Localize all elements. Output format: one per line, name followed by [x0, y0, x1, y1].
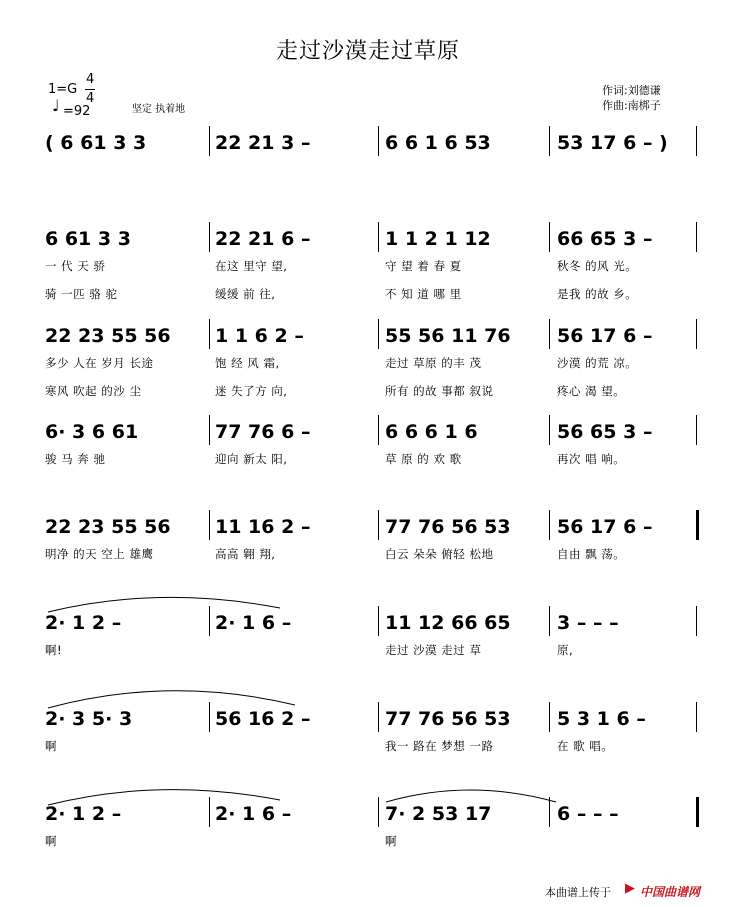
slur-row8-a: [48, 790, 280, 805]
lyric-line-1-row-5-measure-1: 明净 的天 空上 雄鹰: [45, 547, 154, 561]
lyric-line-1-row-6-measure-1: 啊!: [45, 643, 63, 657]
measure-3-3: 55 56 11 76: [385, 325, 511, 347]
measure-7-4: 5 3 1 6 –: [557, 708, 646, 730]
lyric-line-1-row-8-measure-3: 啊: [385, 834, 397, 848]
quarter-note-icon: ♩: [52, 96, 60, 115]
lyric-line-2-row-2-measure-3: 不 知 道 哪 里: [385, 287, 462, 301]
lyric-line-2-row-3-measure-1: 寒风 吹起 的沙 尘: [45, 384, 142, 398]
measure-8-3: 7· 2 53 17: [385, 803, 492, 825]
lyric-line-1-row-2-measure-3: 守 望 着 春 夏: [385, 259, 462, 273]
measure-5-1: 22 23 55 56: [45, 516, 171, 538]
lyric-line-2-row-2-measure-1: 骑 一匹 骆 驼: [45, 287, 118, 301]
lyric-line-1-row-5-measure-2: 高高 翱 翔,: [215, 547, 276, 561]
measure-3-1: 22 23 55 56: [45, 325, 171, 347]
lyric-line-1-row-3-measure-4: 沙漠 的荒 凉。: [557, 356, 638, 370]
lyric-line-2-row-3-measure-3: 所有 的故 事都 叙说: [385, 384, 494, 398]
lyric-line-1-row-6-measure-4: 原,: [557, 643, 574, 657]
site-logo-icon: ▶: [625, 881, 635, 896]
slur-row7-a: [48, 691, 295, 708]
lyric-line-1-row-7-measure-1: 啊: [45, 739, 57, 753]
lyric-line-1-row-3-measure-3: 走过 草原 的丰 茂: [385, 356, 482, 370]
footer-upload-text: 本曲谱上传于: [545, 886, 611, 899]
measure-1-3: 6 6 1 6 53: [385, 132, 491, 154]
lyric-line-2-row-3-measure-4: 疼心 渴 望。: [557, 384, 626, 398]
measure-4-3: 6 6 6 1 6: [385, 421, 478, 443]
composer-credit: 作曲:南梆子: [602, 99, 661, 112]
measure-4-2: 77 76 6 –: [215, 421, 311, 443]
key-signature: 1=G: [48, 82, 78, 97]
measure-7-1: 2· 3 5· 3: [45, 708, 133, 730]
measure-5-2: 11 16 2 –: [215, 516, 311, 538]
measure-3-4: 56 17 6 –: [557, 325, 653, 347]
lyric-line-1-row-4-measure-4: 再次 唱 响。: [557, 452, 626, 466]
site-name-link[interactable]: 中国曲谱网: [640, 885, 701, 899]
lyricist-credit: 作词:刘德谦: [602, 84, 661, 97]
measure-6-4: 3 – – –: [557, 612, 619, 634]
lyric-line-1-row-5-measure-4: 自由 飘 荡。: [557, 547, 626, 561]
measure-2-4: 66 65 3 –: [557, 228, 653, 250]
measure-4-1: 6· 3 6 61: [45, 421, 139, 443]
measure-1-2: 22 21 3 –: [215, 132, 311, 154]
lyric-line-2-row-2-measure-2: 缓缓 前 往,: [215, 287, 276, 301]
lyric-line-2-row-2-measure-4: 是我 的故 乡。: [557, 287, 638, 301]
measure-4-4: 56 65 3 –: [557, 421, 653, 443]
lyric-line-1-row-6-measure-3: 走过 沙漠 走过 草: [385, 643, 482, 657]
time-signature-denominator: 4: [86, 91, 95, 106]
measure-7-3: 77 76 56 53: [385, 708, 511, 730]
lyric-line-1-row-2-measure-2: 在这 里守 望,: [215, 259, 288, 273]
tempo-marking: =92: [63, 104, 91, 119]
lyric-line-1-row-4-measure-3: 草 原 的 欢 歌: [385, 452, 462, 466]
measure-5-3: 77 76 56 53: [385, 516, 511, 538]
slur-row6-a: [48, 597, 280, 612]
lyric-line-1-row-3-measure-2: 饱 经 风 霜,: [215, 356, 280, 370]
measure-1-1: ( 6 61 3 3: [45, 132, 147, 154]
lyric-line-1-row-3-measure-1: 多少 人在 岁月 长途: [45, 356, 154, 370]
measure-6-1: 2· 1 2 –: [45, 612, 122, 634]
lyric-line-1-row-2-measure-1: 一 代 天 骄: [45, 259, 106, 273]
measure-5-4: 56 17 6 –: [557, 516, 653, 538]
measure-6-3: 11 12 66 65: [385, 612, 511, 634]
lyric-line-2-row-3-measure-2: 迷 失了方 向,: [215, 384, 288, 398]
measure-8-4: 6 – – –: [557, 803, 619, 825]
expression-marking: 坚定 执着地: [132, 104, 186, 115]
measure-3-2: 1 1 6 2 –: [215, 325, 304, 347]
slur-row8-b: [386, 790, 556, 802]
lyric-line-1-row-5-measure-3: 白云 朵朵 俯轻 松地: [385, 547, 494, 561]
lyric-line-1-row-4-measure-2: 迎向 新太 阳,: [215, 452, 288, 466]
measure-2-1: 6 61 3 3: [45, 228, 131, 250]
lyric-line-1-row-7-measure-3: 我一 路在 梦想 一路: [385, 739, 494, 753]
measure-2-3: 1 1 2 1 12: [385, 228, 491, 250]
measure-6-2: 2· 1 6 –: [215, 612, 292, 634]
lyric-line-1-row-2-measure-4: 秋冬 的风 光。: [557, 259, 638, 273]
measure-1-4: 53 17 6 – ): [557, 132, 668, 154]
measure-8-1: 2· 1 2 –: [45, 803, 122, 825]
measure-2-2: 22 21 6 –: [215, 228, 311, 250]
lyric-line-1-row-4-measure-1: 骏 马 奔 驰: [45, 452, 106, 466]
measure-7-2: 56 16 2 –: [215, 708, 311, 730]
lyric-line-1-row-8-measure-1: 啊: [45, 834, 57, 848]
time-signature-numerator: 4: [86, 72, 95, 87]
lyric-line-1-row-7-measure-4: 在 歌 唱。: [557, 739, 614, 753]
measure-8-2: 2· 1 6 –: [215, 803, 292, 825]
page-title: 走过沙漠走过草原: [275, 39, 460, 64]
